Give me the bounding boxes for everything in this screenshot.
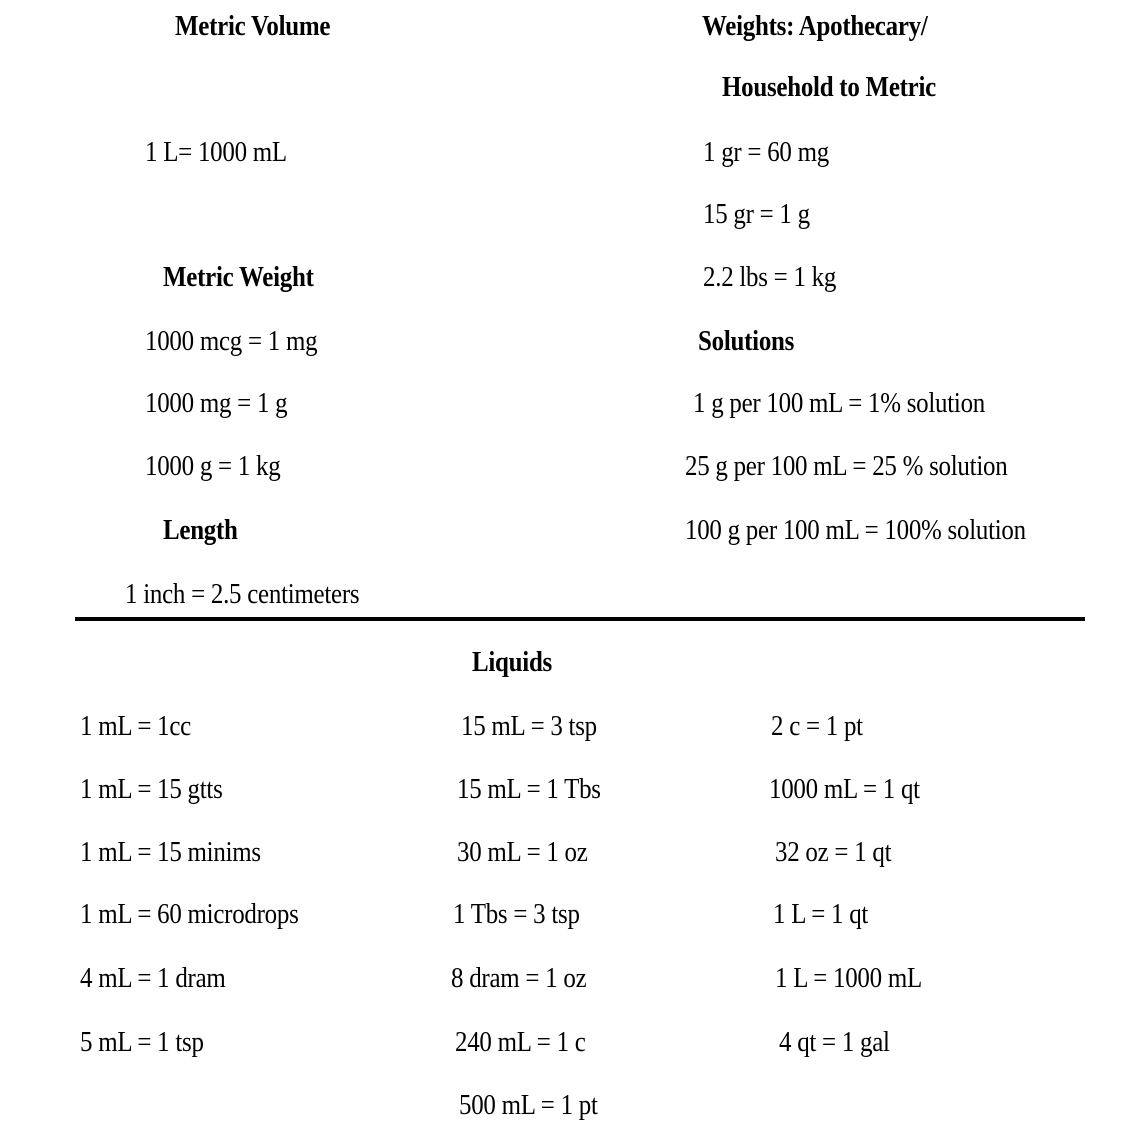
metric-weight-heading: Metric Weight <box>163 261 314 293</box>
metric-weight-item: 1000 mg = 1 g <box>145 387 288 419</box>
liquids-col1-item: 1 mL = 60 microdrops <box>80 898 299 930</box>
liquids-col2-item: 240 mL = 1 c <box>455 1026 586 1058</box>
liquids-col2-item: 500 mL = 1 pt <box>459 1089 598 1121</box>
liquids-col3-item: 1 L = 1000 mL <box>775 962 922 994</box>
solutions-item: 100 g per 100 mL = 100% solution <box>685 514 1026 546</box>
metric-volume-item: 1 L= 1000 mL <box>145 136 287 168</box>
solutions-item: 25 g per 100 mL = 25 % solution <box>685 450 1008 482</box>
solutions-heading: Solutions <box>698 325 795 357</box>
liquids-col3-item: 1000 mL = 1 qt <box>769 773 920 805</box>
solutions-item: 1 g per 100 mL = 1% solution <box>693 387 986 419</box>
liquids-col2-item: 15 mL = 3 tsp <box>461 710 597 742</box>
liquids-col1-item: 5 mL = 1 tsp <box>80 1026 204 1058</box>
section-divider <box>75 617 1085 621</box>
weights-apothecary-item: 1 gr = 60 mg <box>703 136 829 168</box>
liquids-col1-item: 1 mL = 1cc <box>80 710 191 742</box>
weights-apothecary-heading-line1: Weights: Apothecary/ <box>702 10 928 42</box>
weights-apothecary-item: 2.2 lbs = 1 kg <box>703 261 837 293</box>
liquids-col3-item: 32 oz = 1 qt <box>775 836 892 868</box>
liquids-col2-item: 8 dram = 1 oz <box>451 962 587 994</box>
liquids-col2-item: 1 Tbs = 3 tsp <box>453 898 580 930</box>
length-item: 1 inch = 2.5 centimeters <box>125 578 360 610</box>
length-heading: Length <box>163 514 238 546</box>
liquids-col1-item: 1 mL = 15 gtts <box>80 773 223 805</box>
weights-apothecary-item: 15 gr = 1 g <box>703 198 810 230</box>
liquids-col1-item: 1 mL = 15 minims <box>80 836 261 868</box>
liquids-heading: Liquids <box>472 646 553 678</box>
metric-volume-heading: Metric Volume <box>175 10 331 42</box>
weights-apothecary-heading-line2: Household to Metric <box>722 71 936 103</box>
liquids-col3-item: 1 L = 1 qt <box>773 898 869 930</box>
metric-weight-item: 1000 mcg = 1 mg <box>145 325 318 357</box>
liquids-col3-item: 4 qt = 1 gal <box>779 1026 890 1058</box>
liquids-col3-item: 2 c = 1 pt <box>771 710 863 742</box>
liquids-col1-item: 4 mL = 1 dram <box>80 962 226 994</box>
liquids-col2-item: 15 mL = 1 Tbs <box>457 773 601 805</box>
metric-weight-item: 1000 g = 1 kg <box>145 450 281 482</box>
liquids-col2-item: 30 mL = 1 oz <box>457 836 588 868</box>
